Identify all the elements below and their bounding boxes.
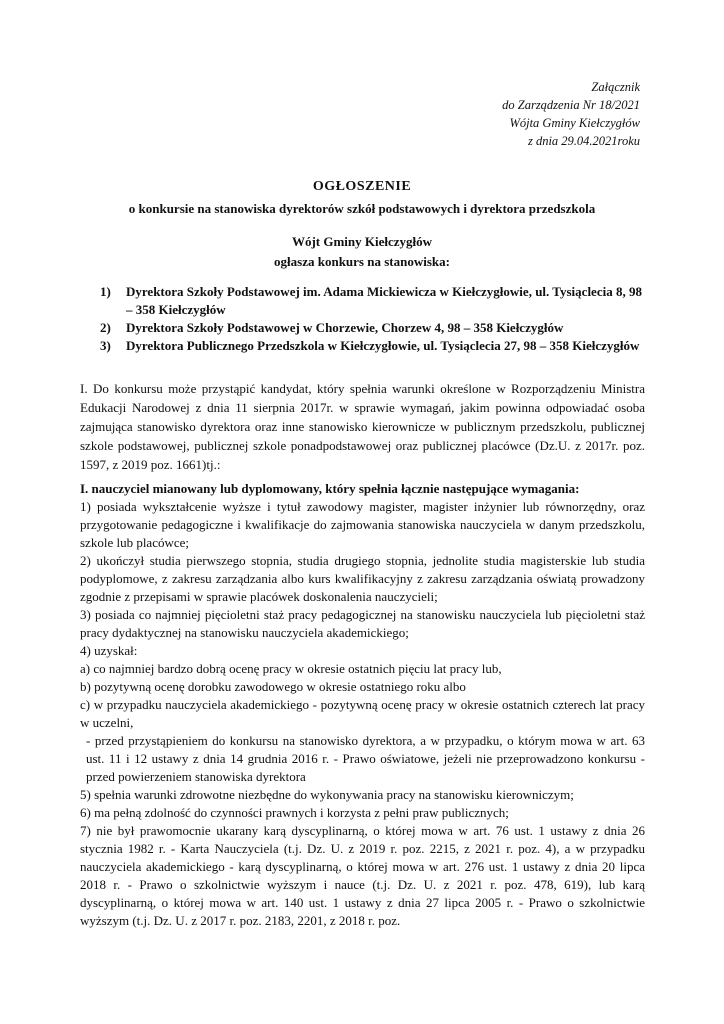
position-number: 3) (100, 338, 111, 353)
announcer-line-1: Wójt Gminy Kiełczygłów (291, 234, 433, 249)
intro-paragraph: I. Do konkursu może przystąpić kandydat, który spełnia warunki określone w Rozporządzeniu Ministra Edukacji Narodowej z dnia 11 sierpnia 2017r. w sprawie wymagań, jakim powinna odpowiadać osoba zajmująca stanowisko dyrektora oraz inne stanowisko kierownicze w publicznym przedszkolu, publicznej szkole podstawowej, publicznej szkole ponadpodstawowej oraz publicznej placówce (Dz.U. z 2017r. poz. 1597, z 2019 poz. 1661)tj.: (80, 381, 645, 472)
position-item (100, 337, 645, 355)
requirement-item: b) pozytywną ocenę dorobku zawodowego w okresie ostatniego roku albo (80, 679, 466, 694)
position-text: Dyrektora Publicznego Przedszkola w Kiełczygłowie, ul. Tysiąclecia 27, 98 – 358 Kiełczygłów (126, 338, 640, 353)
requirement-item: a) co najmniej bardzo dobrą ocenę pracy w okresie ostatnich pięciu lat pracy lub, (80, 661, 502, 676)
requirements-heading: I. nauczyciel mianowany lub dyplomowany, który spełnia łącznie następujące wymagania: (80, 481, 580, 496)
title-main: OGŁOSZENIE (312, 179, 412, 194)
requirement-item: 5) spełnia warunki zdrowotne niezbędne do wykonywania pracy na stanowisku kierowniczym; (80, 787, 574, 802)
requirement-item: c) w przypadku nauczyciela akademickiego - pozytywną ocenę pracy w okresie ostatnich czterech lat pracy w uczelni, (80, 697, 645, 730)
header-line-2: do Zarządzenia Nr 18/2021 (502, 98, 640, 112)
document-title (80, 176, 644, 220)
announcer-block (80, 232, 644, 272)
position-text: Dyrektora Szkoły Podstawowej w Chorzewie, Chorzew 4, 98 – 358 Kiełczygłów (126, 320, 564, 335)
position-number: 1) (100, 284, 111, 299)
announcer-line-2: ogłasza konkurs na stanowiska: (274, 254, 450, 269)
position-item (100, 283, 645, 319)
position-item (100, 319, 645, 337)
requirement-item: 4) uzyskał: (80, 643, 138, 658)
attachment-header (502, 78, 640, 150)
requirement-item: 2) ukończył studia pierwszego stopnia, studia drugiego stopnia, jednolite studia magisterskie lub studia podyplomowe, z zakresu zarządzania albo kurs kwalifikacyjny z zakresu zarządzania oświatą prowadzony zgodnie z przepisami w sprawie placówek doskonalenia nauczycieli; (80, 553, 645, 604)
header-line-1: Załącznik (591, 80, 640, 94)
position-text: Dyrektora Szkoły Podstawowej im. Adama Mickiewicza w Kiełczygłowie, ul. Tysiąclecia 8, 98 – 358 Kiełczygłów (126, 284, 642, 317)
requirements-section (80, 480, 645, 930)
title-sub: o konkursie na stanowiska dyrektorów szkół podstawowych i dyrektora przedszkola (128, 201, 596, 216)
position-number: 2) (100, 320, 111, 335)
header-line-3: Wójta Gminy Kiełczygłów (509, 116, 640, 130)
positions-list (100, 283, 645, 355)
requirement-item: 7) nie był prawomocnie ukarany karą dyscyplinarną, o której mowa w art. 76 ust. 1 ustawy z dnia 26 stycznia 1982 r. - Karta Nauczyciela (t.j. Dz. U. z 2019 r. poz. 2215, z 2021 r. poz. 4), a w przypadku nauczyciela akademickiego - karą dyscyplinarną, o której mowa w art. 276 ust. 1 ustawy z dnia 20 lipca 2018 r. - Prawo o szkolnictwie wyższym i nauce (t.j. Dz. U. z 2021 r. poz. 478, 619), lub karą dyscyplinarną, o której mowa w art. 140 ust. 1 ustawy z dnia 27 lipca 2005 r. - Prawo o szkolnictwie wyższym (t.j. Dz. U. z 2017 r. poz. 2183, 2201, z 2018 r. poz. (80, 823, 645, 928)
requirement-item: 6) ma pełną zdolność do czynności prawnych i korzysta z pełni praw publicznych; (80, 805, 509, 820)
requirement-item: 3) posiada co najmniej pięcioletni staż pracy pedagogicznej na stanowisku nauczyciela lub pięcioletni staż pracy dydaktycznej na stanowisku nauczyciela akademickiego; (80, 607, 645, 640)
requirement-item: 1) posiada wykształcenie wyższe i tytuł zawodowy magister, magister inżynier lub równorzędny, oraz przygotowanie pedagogiczne i kwalifikacje do zajmowania stanowiska nauczyciela w danym przedszkolu, szkole lub placówce; (80, 499, 645, 550)
requirement-item: - przed przystąpieniem do konkursu na stanowisko dyrektora, a w przypadku, o którym mowa w art. 63 ust. 11 i 12 ustawy z dnia 14 grudnia 2016 r. - Prawo oświatowe, jeżeli nie przeprowadzono konkursu - przed powierzeniem stanowiska dyrektora (86, 733, 645, 784)
header-line-4: z dnia 29.04.2021roku (527, 134, 640, 148)
